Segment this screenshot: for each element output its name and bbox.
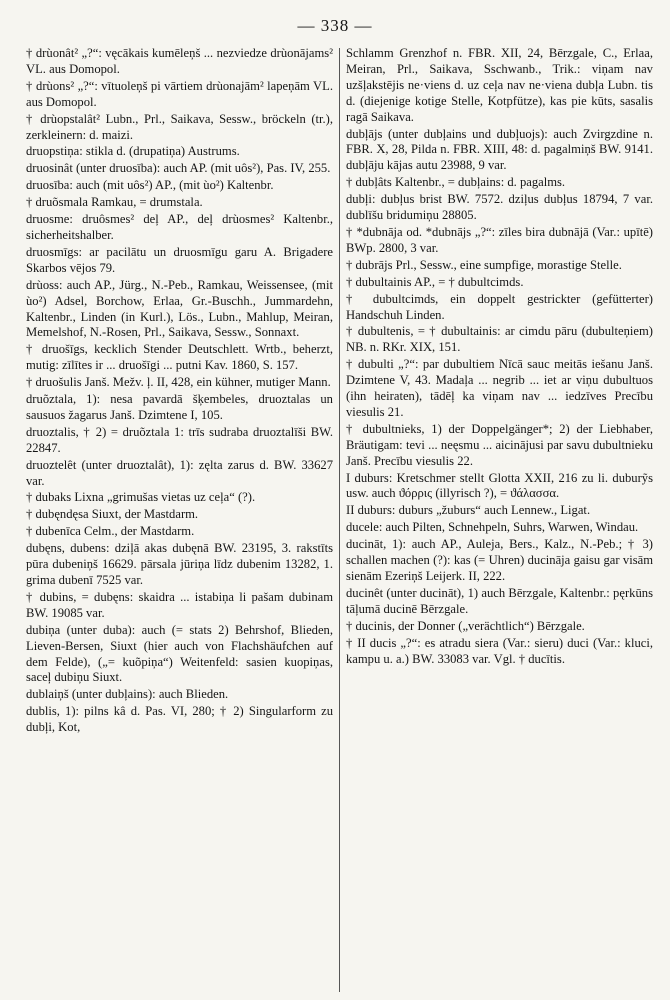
dictionary-entry: † dubaks Lixna „grimušas vietas uz ceļa“ (?). [26,490,256,505]
dictionary-entry: † dubultnieks, 1) der Doppelgänger*; 2) der Liebhaber, Bräutigam: tevi ... neęsmu ... aicinājusi par savu dubultnieku Janš. Precību viesulis 22. [346,421,653,468]
dictionary-entry: dubļājs (unter dubļains und dubļuojs): auch Zvirgzdine n. FBR. X, 28, Pilda n. FBR. XIII, 48: d. pagalmiņš BW. 9141. dubļāju kājas autu 23988, 9 var. [346,126,653,173]
dictionary-entry: dubiņa (unter duba): auch (= stats 2) Behrshof, Blieden, Lieven-Bersen, Siuxt (hier auch von Flachshäufchen auf dem Felde), („= kuõpiņa“) Weitenfeld: sasien kuopiņas, saceļ dubiņu Siuxt. [26,622,333,685]
dictionary-entry: † dubins, = dubęns: skaidra ... istabiņa li pašam dubinam BW. 19085 var. [26,589,333,620]
dictionary-entry: † druošulis Janš. Mežv. ļ. II, 428, ein kühner, mutiger Mann. [26,375,331,390]
dictionary-entry: † drùonât² „?“: vęcākais kumēleņš ... nezviedze drùonājams² VL. aus Domopol. [26,46,333,76]
left-column [26,46,333,994]
dictionary-entry: dubļi: dubļus brist BW. 7572. dziļus dubļus 18794, 7 var. dublīšu bridumiņu 28805. [346,192,653,223]
dictionary-entry: druosme: druôsmes² deļ AP., deļ drùosmes² Kaltenbr., sicherheitshalber. [26,212,333,242]
dictionary-entry: druõztala, 1): nesa pavardā šķembeles, druoztalas un sausuos žagarus Janš. Dzimtene I, 105. [26,392,333,422]
dictionary-entry: druoztalis, † 2) = druõztala 1: trīs sudraba druoztalīši BW. 22847. [26,424,333,455]
column-divider [339,48,340,992]
dictionary-entry: dublis, 1): pilns kâ d. Pas. VI, 280; † 2) Singularform zu dubļi, Kot, [26,704,333,735]
dictionary-entry: † dubultenis, = † dubultainis: ar cimdu pāru (dubulteņiem) NB. n. RKr. XIX, 151. [346,324,653,355]
dictionary-entry: † druõsmala Ramkau, = drumstala. [26,195,203,210]
dictionary-entry: drùoss: auch AP., Jürg., N.-Peb., Ramkau, Weissensee, (mit ùo²) Adsel, Borchow, Erlaa, Gr.-Buschh., Jummardehn, Kaltenbr., Linden (in Kurl.), Lös., Lubn., Mahlup, Meiran, Memelshof, N.-Rosen, Prl., Saikava, Sessw., Sonnaxt. [26,277,333,340]
dictionary-entry: † dubenīca Celm., der Mastdarm. [26,524,195,539]
dictionary-entry: † dubultainis AP., = † dubultcimds. [346,274,524,289]
dictionary-entry: dublaiņš (unter dubļains): auch Blieden. [26,687,229,702]
dictionary-entry: † druošīgs, kecklich Stender Deutschlett. Wrtb., beherzt, mutig: zīlītes ir ... druošīgi ... putni Kav. 1860, S. 157. [26,342,333,373]
dictionary-entry: druosinât (unter druosība): auch AP. (mit uôs²), Pas. IV, 255. [26,161,331,176]
dictionary-entry: † dubrājs Prl., Sessw., eine sumpfige, morastige Stelle. [346,257,622,272]
dictionary-entry: † dubulti „?“: par dubultiem Nīcā sauc meitās iešanu Janš. Dzimtene V, 43. Madaļa ... negrib ... iet ar viņu dubultuos (ihn heiraten), tādēļ ka viņam nav ... iedzīves Precību viesulis 21. [346,357,653,419]
dictionary-entry: II duburs: duburs „žuburs“ auch Lennew., Ligat. [346,503,591,518]
page-number: — 338 — [297,16,373,35]
dictionary-entry: † II ducis „?“: es atradu siera (Var.: sieru) duci (Var.: kluci, kampu u. a.) BW. 33083 var. Vgl. † ducītis. [346,635,653,666]
dictionary-entry: † dubultcimds, ein doppelt gestrickter (gefütterter) Handschuh Linden. [346,291,653,322]
dictionary-entry: † *dubnāja od. *dubnājs „?“: zīles bira dubnājā (Var.: upītē) BWp. 2800, 3 var. [346,224,653,255]
dictionary-entry: † ducinis, der Donner („verächtlich“) Bērzgale. [346,618,585,633]
dictionary-entry: druosība: auch (mit uôs²) AP., (mit ùo²) Kaltenbr. [26,178,274,193]
dictionary-entry: ducinêt (unter ducināt), 1) auch Bērzgale, Kaltenbr.: pęrkūns tāļumā ducinē Bērzgale. [346,585,653,616]
dictionary-entry: † dubļâts Kaltenbr., = dubļains: d. pagalms. [346,175,566,190]
dictionary-entry: Schlamm Grenzhof n. FBR. XII, 24, Bērzgale, C., Erlaa, Meiran, Prl., Saikava, Sschwanb., Trik.: viņam nav uzšļakstējis ne·viens d. uz ceļa nav ne·viena dubļa Lubn. tis d. (diejenige kotige Stelle, Kotpfütze), kas pie kūts, sasalis ragā Saikava. [346,46,653,124]
dictionary-entry: druoztelêt (unter druoztalât), 1): zęlta zarus d. BW. 33627 var. [26,457,333,488]
dictionary-entry: † drùopstalât² Lubn., Prl., Saikava, Sessw., bröckeln (tr.), zerkleinern: d. maizi. [26,111,333,142]
dictionary-entry: ducele: auch Pilten, Schnehpeln, Suhrs, Warwen, Windau. [346,520,639,535]
dictionary-entry: druosmīgs: ar pacilātu un druosmīgu garu A. Brigadere Skarbos vējos 79. [26,244,333,275]
dictionary-entry: † dubęndęsa Siuxt, der Mastdarm. [26,507,199,522]
right-column [346,46,653,994]
dictionary-entry: ducināt, 1): auch AP., Auleja, Bers., Kalz., N.-Peb.; † 3) schallen machen (?): kas (= Uhren) ducināja gaisu gar visām sienām Ezeriņš Leijerk. II, 222. [346,537,653,583]
dictionary-entry: dubęns, dubens: dziļā akas dubęnā BW. 23195, 3. rakstīts pūra dubeniņš 16629. pārsala jūriņa līdz dubenim 13282, 1. grima dubenī 7525 var. [26,541,333,587]
dictionary-entry: † drùons² „?“: vītuoleņš pi vārtiem drùonajām² lapeņām VL. aus Domopol. [26,78,333,109]
dictionary-entry: druopstiņa: stikla d. (drupatiņa) Austrums. [26,144,240,159]
dictionary-entry: I duburs: Kretschmer stellt Glotta XXII, 216 zu li. duburỹs usw. auch ϑόρρις (illyrisch ?), = ϑάλασσα. [346,470,653,501]
